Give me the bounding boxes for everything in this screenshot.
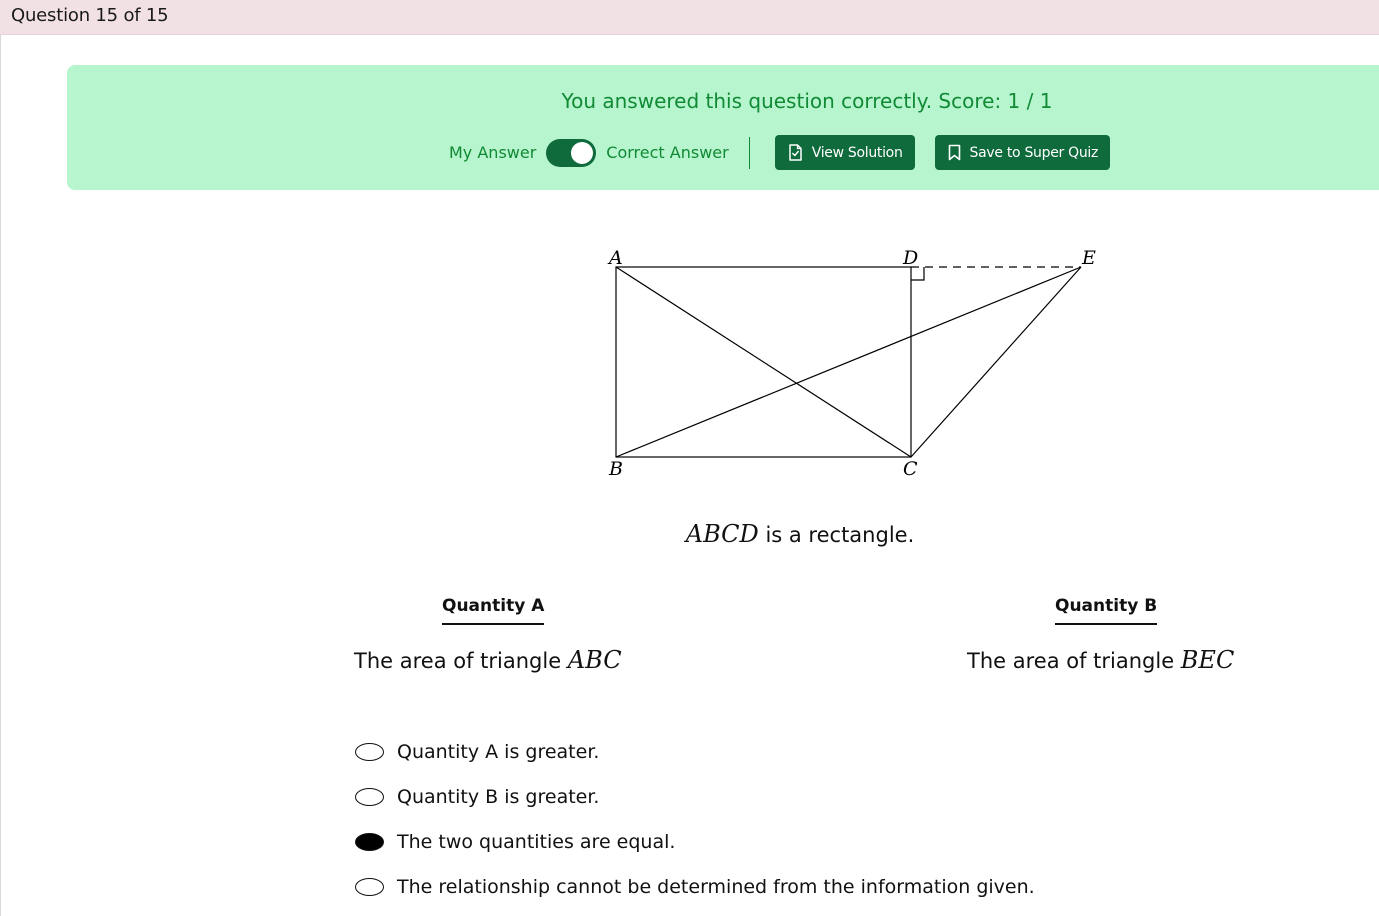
quantity-a-heading: Quantity A (442, 596, 544, 625)
save-label: Save to Super Quiz (969, 144, 1099, 161)
quantity-b-description: The area of triangle (967, 649, 1181, 673)
choice-b[interactable] (355, 774, 1035, 819)
save-to-super-quiz-button[interactable] (935, 135, 1111, 170)
question-header-bar (0, 0, 1379, 35)
my-answer-label: My Answer (449, 143, 537, 162)
view-solution-button[interactable] (775, 135, 915, 170)
quantity-b-text (967, 646, 1234, 674)
label-d: D (903, 247, 919, 269)
answer-toggle[interactable] (546, 139, 596, 167)
controls-divider (749, 137, 750, 169)
figure-caption (0, 520, 1379, 548)
view-solution-label: View Solution (811, 144, 903, 161)
choice-label: The relationship cannot be determined from the information given. (397, 875, 1035, 898)
left-divider (0, 35, 1, 916)
quantity-b-heading: Quantity B (1055, 596, 1157, 625)
choice-label: The two quantities are equal. (397, 830, 676, 853)
segment-be (616, 267, 1081, 457)
segment-ce (911, 267, 1081, 457)
answer-choices (355, 729, 1035, 909)
caption-math: ABCD (685, 520, 759, 548)
quantity-a-text (354, 646, 622, 674)
answer-controls (449, 135, 1110, 170)
result-banner (67, 65, 1379, 190)
choice-d[interactable] (355, 864, 1035, 909)
diagonal-ac (616, 267, 911, 457)
radio-button[interactable] (355, 878, 384, 896)
question-counter: Question 15 of 15 (11, 5, 169, 26)
toggle-knob (571, 142, 593, 164)
correct-answer-label: Correct Answer (606, 143, 729, 162)
radio-button[interactable] (355, 743, 384, 761)
choice-a[interactable] (355, 729, 1035, 774)
bookmark-icon (948, 144, 961, 161)
quantity-a-math: ABC (567, 646, 622, 674)
radio-button[interactable] (355, 788, 384, 806)
quantity-b-math: BEC (1180, 646, 1235, 674)
choice-label: Quantity B is greater. (397, 785, 600, 808)
choice-label: Quantity A is greater. (397, 740, 600, 763)
geometry-figure (600, 240, 1110, 490)
label-b: B (609, 458, 623, 480)
quantity-a-description: The area of triangle (354, 649, 568, 673)
radio-button-selected[interactable] (355, 833, 384, 851)
label-a: A (609, 247, 623, 269)
caption-text: is a rectangle. (758, 523, 915, 547)
result-message: You answered this question correctly. Score: 1 / 1 (561, 89, 1053, 113)
label-c: C (903, 458, 918, 480)
label-e: E (1082, 247, 1096, 269)
choice-c[interactable] (355, 819, 1035, 864)
document-check-icon (788, 144, 803, 161)
